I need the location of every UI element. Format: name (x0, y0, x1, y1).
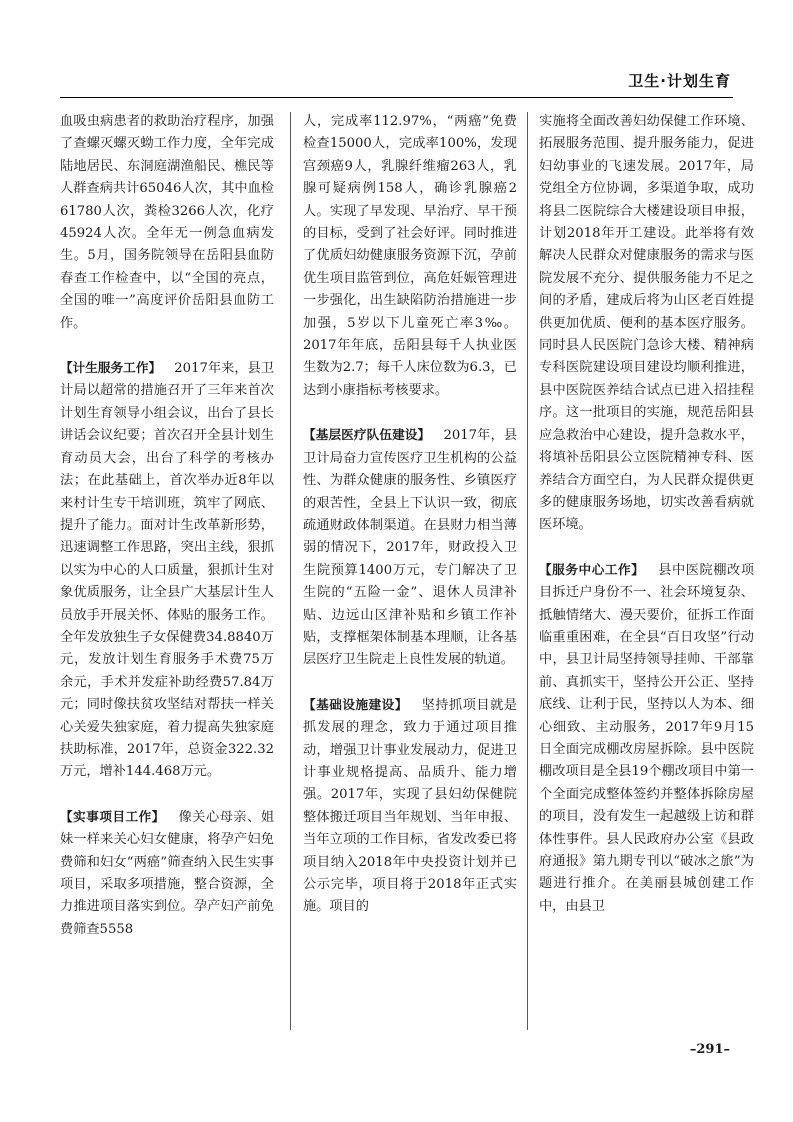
page-number: –291– (689, 1042, 730, 1057)
section-title: 【基层医疗队伍建设】 (303, 427, 431, 443)
column-divider (527, 112, 528, 1030)
section-title: 【服务中心工作】 (539, 561, 645, 577)
text-column-3 (539, 111, 754, 1026)
section-family-planning: 【计生服务工作】 2017年来，县卫计局以超常的措施召开了三年来首次计划生育领导小组会议，出台了县长讲话会议纪要；首次召开全县计划生育动员大会，出台了科学的考核办法；在此基础上，首次举办近8年以来村计生专干培训班，筑牢了网底、提升了能力。面对计生改革新形势，迅速调整工作思路，突出主线，狠抓以实为中心的人口质量，狠抓计生对象优质服务，让全县广大基层计生人员放手开展关怀、体贴的服务工作。全年发放独生子女保健费34.8840万元，发放计划生育服务手术费75万余元，手术并发症补助经费57.84万元；同时像扶贫攻坚结对帮扶一样关心关爱失独家庭，着力提高失独家庭扶助标准，2017年，总资金322.32万元，增补144.468万元。 (60, 360, 274, 780)
paragraph: 人，完成率112.97%，“两癌”免费检查15000人，完成率100%，发现宫颈癌9人，乳腺纤维瘤263人，乳腺可疑病例158人，确诊乳腺癌2人。实现了早发现、早治疗、早干预的目标，受到了社会好评。同时推进了优质妇幼健康服务资源下沉，孕前优生项目监管到位，高危妊娠管理进一步强化，出生缺陷防治措施进一步加强，5岁以下儿童死亡率3‰。2017年年底，岳阳县每千人执业医生数为2.7；每千人床位数为6.3，已达到小康指标考核要求。 (303, 114, 517, 398)
column-divider (290, 112, 291, 1030)
section-header-title: 卫生·计划生育 (628, 72, 731, 90)
section-title: 【实事项目工作】 (60, 808, 165, 824)
section-title: 【基础设施建设】 (303, 696, 408, 712)
text-column-2 (303, 111, 517, 1026)
paragraph: 实施将全面改善妇幼保健工作环境、拓展服务范围、提升服务能力，促进妇幼事业的飞速发展。2017年，局党组全方位协调，多渠道争取，成功将县二医院综合大楼建设项目申报，计划2018年开工建设。此举将有效解决人民群众对健康服务的需求与医院发展不充分、提供服务能力不足之间的矛盾，建成后将为山区老百姓提供更加优质、便利的基本医疗服务。同时县人民医院门急诊大楼、精神病专科医院建设项目建设均顺利推进，县中医院医养结合试点已进入招挂程序。这一批项目的实施，规范岳阳县应急救治中心建设，提升急救水平，将填补岳阳县公立医院精神专科、医养结合方面空白，为人民群众提供更多的健康服务场地，切实改善看病就医环境。 (539, 114, 754, 533)
header-divider (60, 97, 733, 98)
section-title: 【计生服务工作】 (60, 360, 162, 376)
section-infrastructure: 【基础设施建设】 坚持抓项目就是抓发展的理念，致力于通过项目推动，增强卫计事业发展动力，促进卫计事业规格提高、品质升、能力增强。2017年，实现了县妇幼保健院整体搬迁项目当年规划、当年申报、当年立项的工作目标，省发改委已将项目纳入2018年中央投资计划并已公示完毕，项目将于2018年正式实施。项目的 (303, 696, 517, 915)
section-practical-projects: 【实事项目工作】 像关心母亲、姐妹一样来关心妇女健康，将孕产妇免费筛和妇女“两癌”筛查纳入民生实事项目，采取多项措施，整合资源，全力推进项目落实到位。孕产妇产前免费筛查5558 (60, 808, 274, 937)
section-service-center: 【服务中心工作】 县中医院棚改项目拆迁户身份不一、社会环境复杂、抵触情绪大、漫天要价，征拆工作面临重重困难，在全县“百日攻坚”行动中，县卫计局坚持领导挂帅、干部靠前、真抓实干，坚持公开公正、坚持底线、让利于民，坚持以人为本、细心细致、主动服务，2017年9月15日全面完成棚改房屋拆除。县中医院棚改项目是全县19个棚改项目中第一个全面完成整体签约并整体拆除房屋的项目，没有发生一起越级上访和群体性事件。县人民政府办公室《县政府通报》第九期专刊以“破冰之旅”为题进行推介。在美丽县城创建工作中，由县卫 (539, 561, 754, 914)
section-grassroots-medical-team: 【基层医疗队伍建设】 2017年，县卫计局奋力宣传医疗卫生机构的公益性、为群众健康的服务性、乡镇医疗的艰苦性，全县上下认识一致，彻底疏通财政体制渠道。在县财力相当薄弱的情况下，2017年，财政投入卫生院预算1400万元，专门解决了卫生院的“五险一金”、退休人员津补贴、边远山区津补贴和乡镇工作补贴，支撑框架体制基本理顺，让各基层医疗卫生院走上良性发展的轨道。 (303, 427, 517, 668)
paragraph: 血吸虫病患者的救助治疗程序，加强了查螺灭螺灭蚴工作力度，全年完成陆地居民、东洞庭湖渔船民、樵民等人群查病共计65046人次，其中血检61780人次，粪检3266人次，化疗45924人次。全年无一例急血病发生。5月，国务院领导在岳阳县血防春查工作检查中，以“全国的亮点，全国的唯一”高度评价岳阳县血防工作。 (60, 114, 274, 331)
text-column-1 (60, 111, 274, 1026)
